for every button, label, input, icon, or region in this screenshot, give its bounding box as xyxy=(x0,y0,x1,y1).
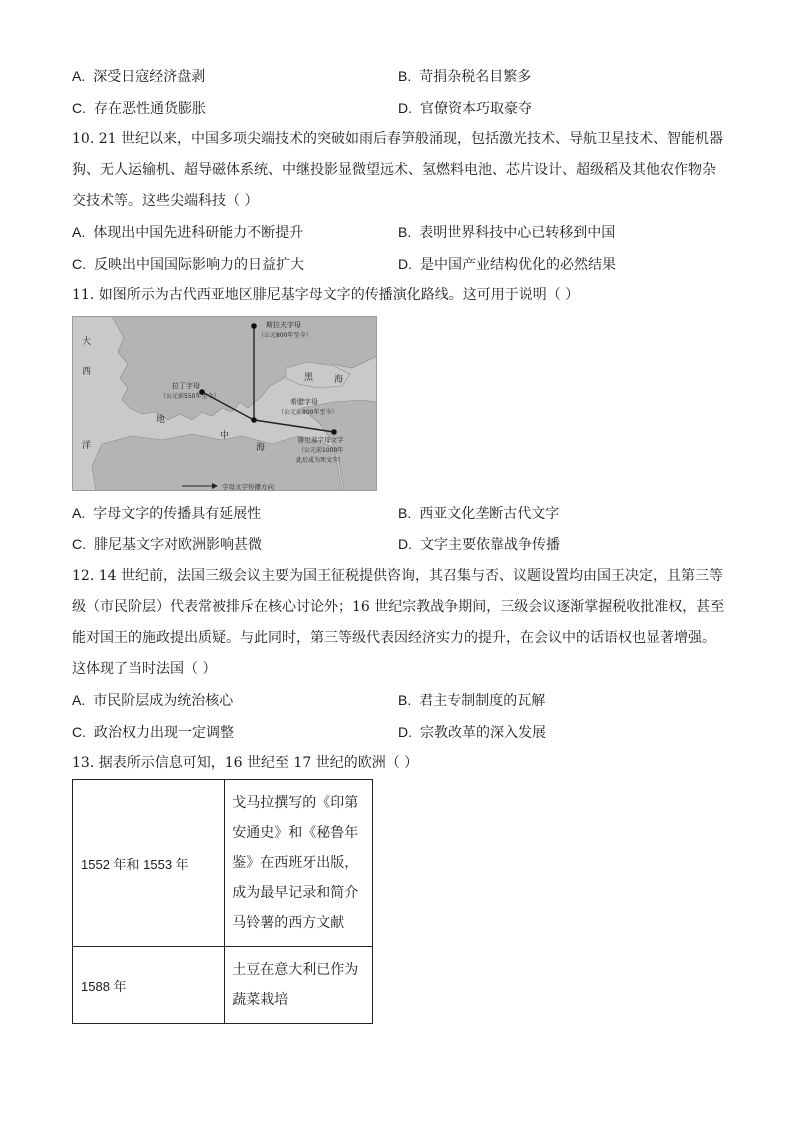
option-text: 苛捐杂税名目繁多 xyxy=(419,69,532,85)
q11-stem: 11. 如图所示为古代西亚地区腓尼基字母文字的传播演化路线。这可用于说明（ ） xyxy=(72,287,580,303)
label-phoenician-date-2: 此后成为死文字） xyxy=(296,457,345,464)
q11-option-b[interactable] xyxy=(398,503,559,524)
option-text: 反映出中国国际影响力的日益扩大 xyxy=(94,257,304,273)
table-cell-year: 1588 年 xyxy=(73,947,225,1024)
label-phoenician-date-1: （公元前1000年 xyxy=(298,447,344,454)
label-slavic: 斯拉夫字母 xyxy=(266,321,301,329)
label-sea-1: 地 xyxy=(156,415,166,425)
dot-greek xyxy=(251,417,257,423)
option-text: 腓尼基文字对欧洲影响甚微 xyxy=(94,537,262,553)
q12-option-c[interactable] xyxy=(72,722,234,743)
q11-option-c[interactable] xyxy=(72,534,262,555)
label-ocean-3: 洋 xyxy=(82,441,92,451)
q13-table xyxy=(72,779,373,1024)
q12-option-d[interactable] xyxy=(398,722,546,743)
table-cell-year: 1552 年和 1553 年 xyxy=(73,780,225,947)
option-text: 市民阶层成为统治核心 xyxy=(93,693,234,709)
q12-option-a[interactable] xyxy=(72,690,233,711)
q13-stem: 13. 据表所示信息可知，16 世纪至 17 世纪的欧洲（ ） xyxy=(72,755,419,771)
label-black-sea-1: 黑 xyxy=(304,373,314,383)
dot-phoenicia xyxy=(331,429,337,435)
q10-stem-line-2: 狗、无人运输机、超导磁体系统、中继投影显微望远术、氢燃料电池、芯片设计、超级稻及其他农作物杂 xyxy=(72,162,716,178)
option-letter: D. xyxy=(398,100,412,116)
option-letter: C. xyxy=(72,724,86,740)
option-letter: A. xyxy=(72,224,86,240)
option-text: 官僚资本巧取豪夺 xyxy=(420,101,532,117)
q10-option-b[interactable] xyxy=(398,222,615,243)
option-text: 宗教改革的深入发展 xyxy=(420,725,546,741)
q11-option-d[interactable] xyxy=(398,534,560,555)
label-sea-3: 海 xyxy=(256,443,266,453)
q12-stem-line-1: 12. 14 世纪前，法国三级会议主要为国王征税提供咨询，其召集与否、议题设置均由国王决定，且第三等 xyxy=(72,568,723,584)
option-letter: C. xyxy=(72,536,86,552)
q12-stem-line-2: 级（市民阶层）代表常被排斥在核心讨论外；16 世纪宗教战争期间，三级会议逐渐掌握税收批准权，甚至 xyxy=(72,599,725,615)
option-letter: B. xyxy=(398,692,412,708)
option-letter: B. xyxy=(398,68,412,84)
map-graphic xyxy=(72,316,377,491)
legend-label: 字母文字传播方向 xyxy=(222,483,274,491)
q10-option-a[interactable] xyxy=(72,222,303,243)
option-text: 君主专制制度的瓦解 xyxy=(419,693,546,709)
option-letter: B. xyxy=(398,505,412,521)
option-letter: A. xyxy=(72,68,86,84)
option-text: 字母文字的传播具有延展性 xyxy=(93,506,262,522)
label-slavic-date: （公元800年至今） xyxy=(258,332,312,339)
alphabet-spread-map xyxy=(72,316,377,491)
q10-option-d[interactable] xyxy=(398,254,616,275)
table-row xyxy=(73,780,373,947)
q12-option-b[interactable] xyxy=(398,690,545,711)
label-black-sea-2: 海 xyxy=(334,375,344,385)
option-text: 表明世界科技中心已转移到中国 xyxy=(419,225,616,241)
q12-stem-line-3: 能对国王的施政提出质疑。与此同时，第三等级代表因经济实力的提升，在会议中的话语权也显著增强。 xyxy=(72,630,716,646)
option-text: 体现出中国先进科研能力不断提升 xyxy=(93,225,304,241)
option-text: 西亚文化垄断古代文字 xyxy=(419,506,560,522)
option-letter: C. xyxy=(72,100,86,116)
option-letter: D. xyxy=(398,536,412,552)
option-text: 政治权力出现一定调整 xyxy=(94,725,234,741)
q9-option-d[interactable] xyxy=(398,98,532,119)
table-cell-text: 戈马拉撰写的《印第安通史》和《秘鲁年鉴》在西班牙出版，成为最早记录和简介马铃薯的西方文献 xyxy=(225,780,373,947)
label-greek-date: （公元前800年至今） xyxy=(278,409,338,416)
q11-option-a[interactable] xyxy=(72,503,261,524)
dot-slavic xyxy=(251,323,257,329)
q12-stem-line-4: 这体现了当时法国（ ） xyxy=(72,661,217,677)
q9-option-c[interactable] xyxy=(72,98,206,119)
label-latin: 拉丁字母 xyxy=(172,382,200,390)
label-latin-date: （公元前550年至今） xyxy=(160,393,220,400)
option-text: 深受日寇经济盘剥 xyxy=(93,69,206,85)
option-letter: C. xyxy=(72,256,86,272)
q10-option-c[interactable] xyxy=(72,254,304,275)
option-text: 文字主要依靠战争传播 xyxy=(420,537,560,553)
table-row xyxy=(73,947,373,1024)
q10-stem-line-1: 10. 21 世纪以来，中国多项尖端技术的突破如雨后春笋般涌现，包括激光技术、导航卫星技术、智能机器 xyxy=(72,131,723,147)
q9-option-b[interactable] xyxy=(398,66,531,87)
label-phoenician: 腓尼基字母文字 xyxy=(298,436,344,444)
table-cell-text: 土豆在意大利已作为蔬菜栽培 xyxy=(225,947,373,1024)
q10-stem-line-3: 交技术等。这些尖端科技（ ） xyxy=(72,193,259,209)
label-greek: 希腊字母 xyxy=(290,398,318,406)
option-letter: B. xyxy=(398,224,412,240)
label-sea-2: 中 xyxy=(220,431,230,441)
option-letter: A. xyxy=(72,505,86,521)
option-letter: D. xyxy=(398,724,412,740)
label-ocean-2: 西 xyxy=(82,367,92,377)
option-letter: D. xyxy=(398,256,412,272)
option-text: 存在恶性通货膨胀 xyxy=(94,101,206,117)
label-ocean-1: 大 xyxy=(82,337,92,347)
option-letter: A. xyxy=(72,692,86,708)
option-text: 是中国产业结构优化的必然结果 xyxy=(420,257,616,273)
q9-option-a[interactable] xyxy=(72,66,205,87)
